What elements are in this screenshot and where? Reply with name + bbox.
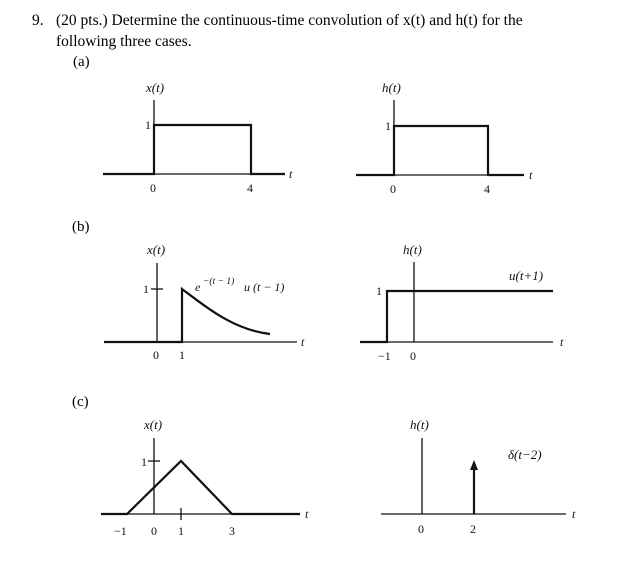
rect-pulse [103, 125, 285, 174]
xtick: 1 [178, 524, 184, 538]
plot-c-h [381, 417, 576, 536]
annotation-base: e [195, 280, 201, 294]
part-c-label: (c) [72, 394, 89, 410]
ytick: 1 [376, 284, 382, 298]
annotation-tail: u (t − 1) [244, 280, 285, 294]
ytick: 1 [143, 282, 149, 296]
xtick: 0 [418, 522, 424, 536]
xtick: 4 [247, 181, 253, 195]
axis-label: t [301, 335, 305, 349]
xtick: −1 [114, 524, 127, 538]
problem-statement-line1: (20 pts.) Determine the continuous-time convolution of x(t) and h(t) for the [56, 12, 523, 29]
xtick: 0 [410, 349, 416, 363]
xtick: −1 [378, 349, 391, 363]
xtick: 0 [153, 348, 159, 362]
problem-statement-line2: following three cases. [56, 33, 192, 50]
xtick: 0 [150, 181, 156, 195]
annotation-exponent: −(t − 1) [203, 277, 235, 287]
xtick: 2 [470, 522, 476, 536]
plot-c-h-title: h(t) [410, 417, 429, 432]
annotation: u(t+1) [509, 268, 544, 283]
decaying-exponential [104, 289, 270, 342]
plot-b-x [104, 242, 305, 362]
plot-b-x-title: x(t) [147, 242, 166, 257]
axis-label: t [560, 335, 564, 349]
plot-b-h [360, 242, 564, 363]
axis-label: t [289, 167, 293, 181]
plot-a-h [356, 80, 533, 196]
xtick: 3 [229, 524, 235, 538]
triangle-pulse [101, 461, 300, 514]
part-a-label: (a) [73, 54, 90, 70]
plot-a-x-title: x(t) [146, 80, 165, 95]
unit-step [360, 291, 553, 342]
plot-a-x [103, 80, 293, 195]
axis-label: t [529, 168, 533, 182]
xtick: 4 [484, 182, 490, 196]
ytick: 1 [385, 119, 391, 133]
axis-label: t [305, 507, 309, 521]
problem-number: 9. [32, 12, 44, 29]
part-b-label: (b) [72, 219, 90, 235]
plot-b-h-title: h(t) [403, 242, 422, 257]
plot-c-x-title: x(t) [144, 417, 163, 432]
xtick: 0 [390, 182, 396, 196]
axis-label: t [572, 507, 576, 521]
xtick: 0 [151, 524, 157, 538]
plot-c-x [101, 417, 309, 538]
xtick: 1 [179, 348, 185, 362]
plot-a-h-title: h(t) [382, 80, 401, 95]
impulse-arrow-icon [470, 460, 478, 470]
ytick: 1 [141, 455, 147, 469]
ytick: 1 [145, 118, 151, 132]
annotation: δ(t−2) [508, 447, 542, 462]
rect-pulse [356, 126, 524, 175]
